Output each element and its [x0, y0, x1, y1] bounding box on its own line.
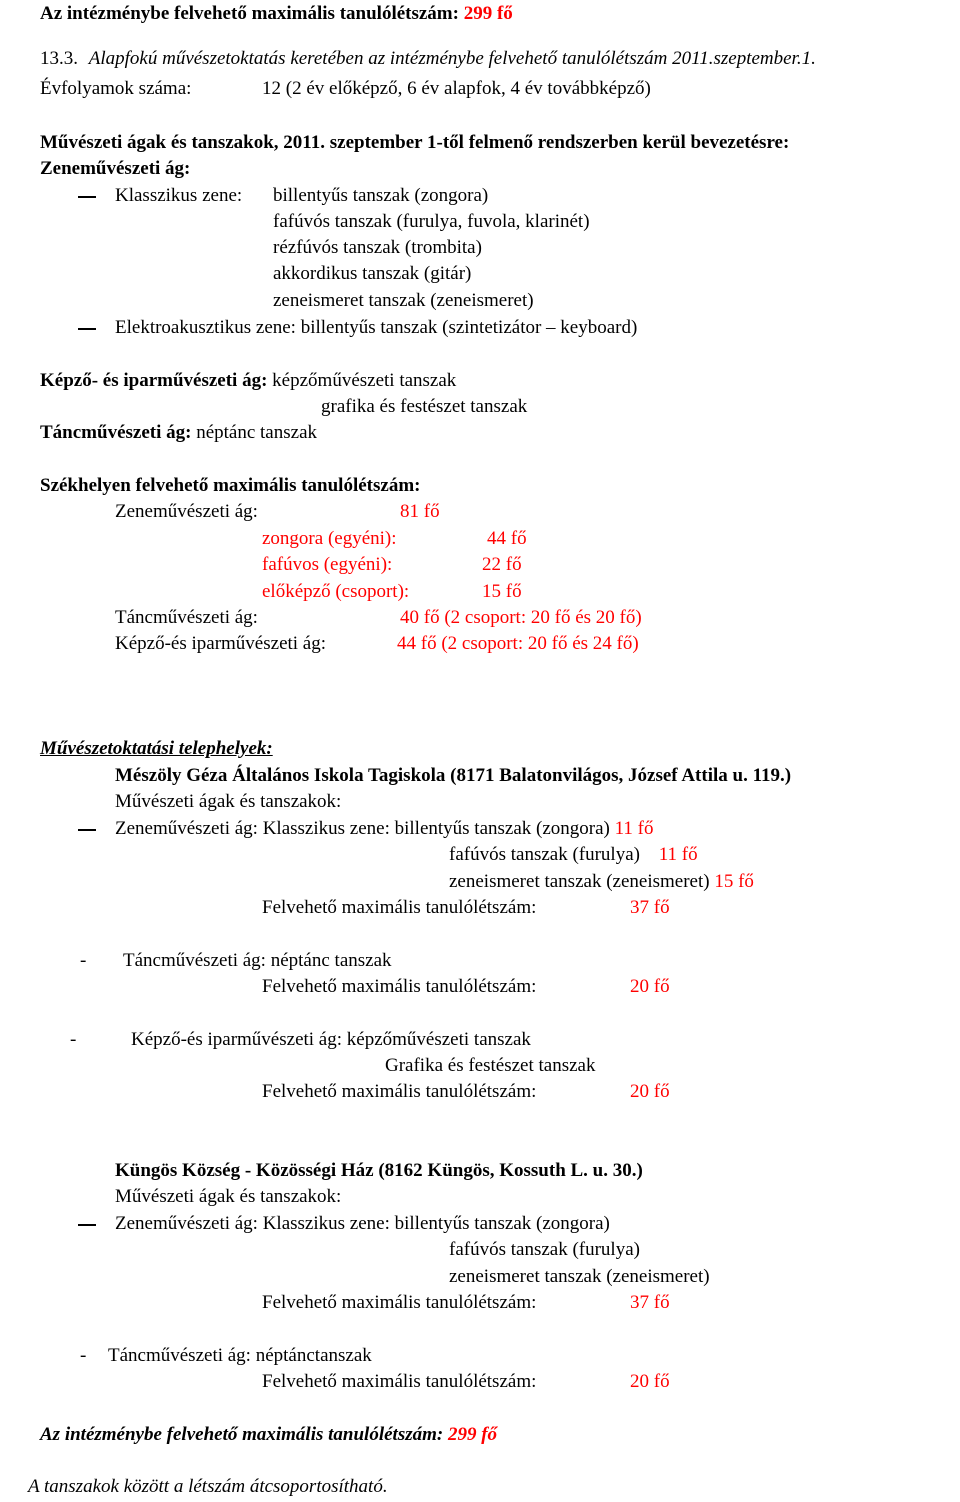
- site1-max-label: Felvehető maximális tanulólétszám:: [262, 1081, 537, 1102]
- music-heading: Zeneművészeti ág:: [40, 158, 191, 179]
- seat-sub-value: 44 fő: [487, 528, 527, 549]
- site1-dance-line: Táncművészeti ág: néptánc tanszak: [123, 950, 392, 971]
- seat-visual-label: Képző-és iparművészeti ág:: [115, 633, 327, 654]
- site1-theory: zeneismeret tanszak (zeneismeret) 15 fő: [449, 871, 754, 892]
- site1-visual-line2: Grafika és festészet tanszak: [385, 1055, 596, 1076]
- section-heading: 13.3. Alapfokú művészetoktatás keretében az intézménybe felvehető tanulólétszám 2011.szeptember.1.: [40, 48, 816, 69]
- site2-dance-line: Táncművészeti ág: néptánctanszak: [108, 1345, 372, 1366]
- seat-heading: Székhelyen felvehető maximális tanulólétszám:: [40, 475, 421, 496]
- classic-label: Klasszikus zene:: [115, 185, 243, 206]
- site1-music-max: 37 fő: [630, 897, 670, 918]
- hyphen-marker: -: [70, 1029, 77, 1050]
- seat-dance-label: Táncművészeti ág:: [115, 607, 258, 628]
- site2-music-line: Zeneművészeti ág: Klasszikus zene: billentyűs tanszak (zongora): [115, 1213, 610, 1234]
- site2-theory: zeneismeret tanszak (zeneismeret): [449, 1266, 710, 1287]
- sites-heading: Művészetoktatási telephelyek:: [40, 738, 273, 759]
- site1-max-label: Felvehető maximális tanulólétszám:: [262, 897, 537, 918]
- years-value: 12 (2 év előképző, 6 év alapfok, 4 év továbbképző): [262, 78, 651, 99]
- footer-total: Az intézménybe felvehető maximális tanulólétszám: 299 fő: [40, 1424, 498, 1445]
- seat-dance-value: 40 fő (2 csoport: 20 fő és 20 fő): [400, 607, 642, 628]
- hyphen-marker: -: [80, 1345, 87, 1366]
- seat-music-label: Zeneművészeti ág:: [115, 501, 258, 522]
- site1-max-label: Felvehető maximális tanulólétszám:: [262, 976, 537, 997]
- site1-visual-line: Képző-és iparművészeti ág: képzőművészeti tanszak: [131, 1029, 531, 1050]
- seat-sub-label: zongora (egyéni):: [262, 528, 397, 549]
- site1-branches-label: Művészeti ágak és tanszakok:: [115, 791, 342, 812]
- site1-name: Mészöly Géza Általános Iskola Tagiskola (8171 Balatonvilágos, József Attila u. 119.): [115, 765, 792, 786]
- classic-item: rézfúvós tanszak (trombita): [273, 237, 482, 258]
- header-total: Az intézménybe felvehető maximális tanulólétszám: 299 fő: [40, 3, 513, 24]
- seat-sub-value: 22 fő: [482, 554, 522, 575]
- site2-name: Küngös Község - Közösségi Ház (8162 Küngös, Kossuth L. u. 30.): [115, 1160, 643, 1181]
- bullet-dash: [78, 829, 96, 831]
- site2-max-label: Felvehető maximális tanulólétszám:: [262, 1371, 537, 1392]
- site1-visual-max: 20 fő: [630, 1081, 670, 1102]
- visual-item: grafika és festészet tanszak: [321, 396, 528, 417]
- footer-note: A tanszakok között a létszám átcsoportosítható.: [28, 1476, 388, 1497]
- bullet-dash: [78, 328, 96, 330]
- seat-music-value: 81 fő: [400, 501, 440, 522]
- site1-dance-max: 20 fő: [630, 976, 670, 997]
- dance-heading-line: Táncművészeti ág: néptánc tanszak: [40, 422, 318, 443]
- bullet-dash: [78, 1224, 96, 1226]
- electro-line: Elektroakusztikus zene: billentyűs tanszak (szintetizátor – keyboard): [115, 317, 638, 338]
- classic-item: akkordikus tanszak (gitár): [273, 263, 472, 284]
- site2-branches-label: Művészeti ágak és tanszakok:: [115, 1186, 342, 1207]
- site2-music-max: 37 fő: [630, 1292, 670, 1313]
- site1-wood: fafúvós tanszak (furulya) 11 fő: [449, 844, 698, 865]
- seat-visual-value: 44 fő (2 csoport: 20 fő és 24 fő): [397, 633, 639, 654]
- visual-heading-line: Képző- és iparművészeti ág: képzőművészeti tanszak: [40, 370, 457, 391]
- classic-item: billentyűs tanszak (zongora): [273, 185, 489, 206]
- hyphen-marker: -: [80, 950, 87, 971]
- classic-item: zeneismeret tanszak (zeneismeret): [273, 290, 534, 311]
- branches-intro: Művészeti ágak és tanszakok, 2011. szeptember 1-től felmenő rendszerben kerül bevezetésre:: [40, 132, 790, 153]
- classic-item: fafúvós tanszak (furulya, fuvola, klarinét): [273, 211, 590, 232]
- bullet-dash: [78, 196, 96, 198]
- seat-sub-label: előképző (csoport):: [262, 581, 410, 602]
- site2-wood: fafúvós tanszak (furulya): [449, 1239, 640, 1260]
- years-line: Évfolyamok száma:: [40, 78, 192, 99]
- seat-sub-label: fafúvos (egyéni):: [262, 554, 393, 575]
- site1-music-line: Zeneművészeti ág: Klasszikus zene: billentyűs tanszak (zongora) 11 fő: [115, 818, 654, 839]
- site2-max-label: Felvehető maximális tanulólétszám:: [262, 1292, 537, 1313]
- site2-dance-max: 20 fő: [630, 1371, 670, 1392]
- seat-sub-value: 15 fő: [482, 581, 522, 602]
